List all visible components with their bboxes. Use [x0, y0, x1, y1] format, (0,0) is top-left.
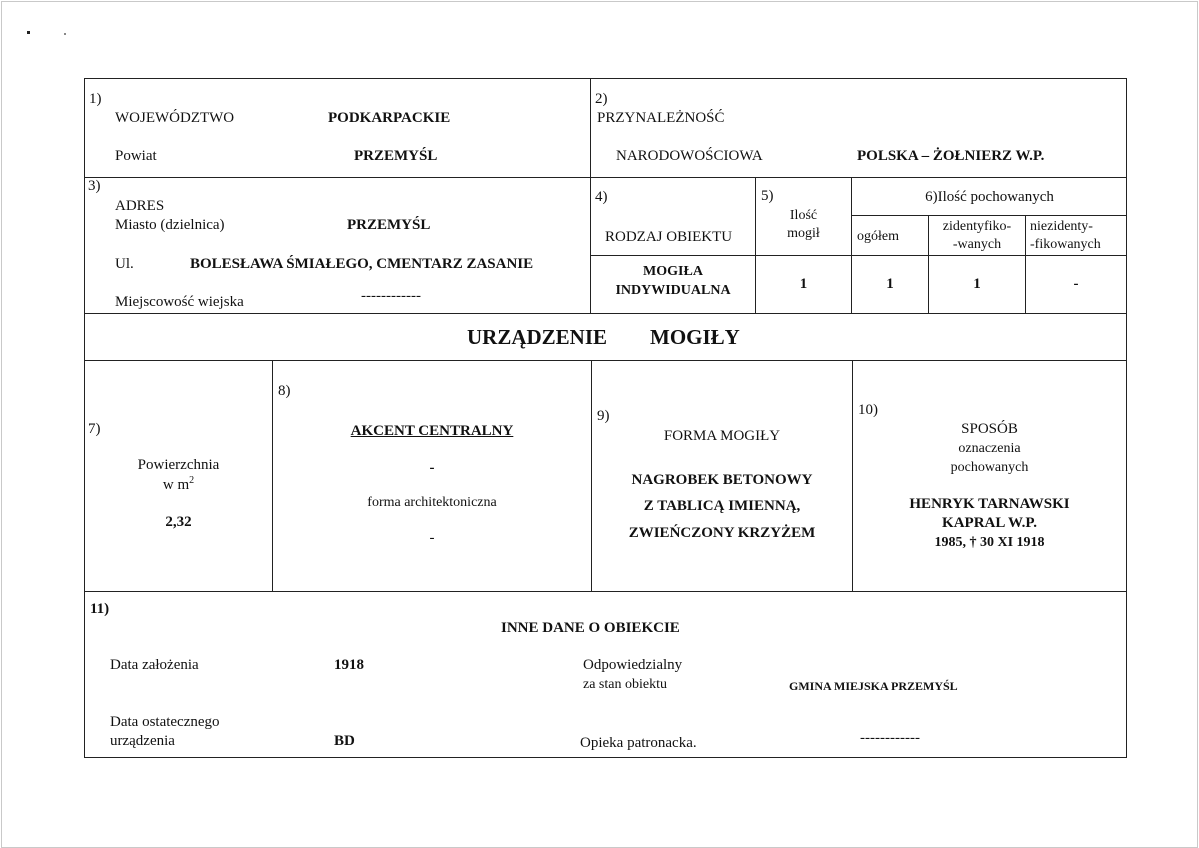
section-title-urzadzenie: URZĄDZENIE	[467, 325, 608, 349]
ul-label: Ul.	[115, 256, 134, 272]
forma-mogily-label: FORMA MOGIŁY	[663, 428, 781, 444]
forma-architektoniczna-value: -	[429, 530, 435, 546]
ilosc-mogil-label-1: Ilość	[789, 208, 818, 223]
data-zalozenia-label: Data założenia	[110, 657, 199, 673]
akcent-centralny-label: AKCENT CENTRALNY	[350, 423, 514, 439]
opieka-patronacka-value: ------------	[860, 730, 920, 746]
field-2-number: 2)	[595, 91, 608, 107]
zidentyfikowanych-value: 1	[973, 276, 981, 292]
sposob-label-1: SPOSÓB	[961, 421, 1018, 437]
odpowiedzialny-value: GMINA MIEJSKA PRZEMYŚL	[789, 679, 958, 693]
powierzchnia-label-2: w $m^2$	[162, 475, 195, 493]
section-title-mogily: MOGIŁY	[650, 325, 740, 349]
sposob-value-3: 1985, † 30 XI 1918	[934, 535, 1045, 550]
scan-mark	[64, 33, 66, 35]
field-9-number: 9)	[597, 408, 610, 424]
adres-label: ADRES	[115, 198, 165, 214]
sposob-label-3: pochowanych	[950, 460, 1029, 475]
miasto-label: Miasto (dzielnica)	[115, 217, 225, 233]
ilosc-mogil-label-2: mogił	[787, 226, 820, 241]
data-ostatecznego-label-2: urządzenia	[110, 733, 175, 749]
opieka-patronacka-label: Opieka patronacka.	[580, 735, 697, 751]
forma-architektoniczna-label: forma architektoniczna	[367, 495, 497, 510]
miejscowosc-label: Miejscowość wiejska	[115, 294, 244, 310]
data-zalozenia-value: 1918	[334, 657, 364, 673]
field-10-number: 10)	[858, 402, 878, 418]
field-7-number: 7)	[88, 421, 101, 437]
miejscowosc-value: ------------	[361, 288, 421, 304]
zidentyfikowanych-label-2: -wanych	[952, 237, 1002, 252]
forma-mogily-value-2: Z TABLICĄ IMIENNĄ,	[643, 498, 801, 514]
forma-mogily-value-1: NAGROBEK BETONOWY	[631, 472, 813, 488]
rodzaj-value-2: INDYWIDUALNA	[615, 283, 731, 298]
niezidentyfikowanych-label-1: niezidenty-	[1030, 219, 1093, 234]
field-8-number: 8)	[278, 383, 291, 399]
przynaleznosc-label-1: PRZYNALEŻNOŚĆ	[597, 110, 725, 126]
rodzaj-label: RODZAJ OBIEKTU	[605, 229, 733, 245]
data-ostatecznego-label-1: Data ostatecznego	[110, 714, 220, 730]
ilosc-mogil-value: 1	[799, 276, 808, 292]
ilosc-pochowanych-label: 6)Ilość pochowanych	[925, 189, 1054, 205]
rodzaj-value-1: MOGIŁA	[643, 264, 703, 279]
field-4-number: 4)	[595, 189, 608, 205]
data-ostatecznego-value: BD	[334, 733, 355, 749]
forma-mogily-value-3: ZWIEŃCZONY KRZYŻEM	[628, 525, 816, 541]
wojewodztwo-value: PODKARPACKIE	[328, 110, 451, 126]
inne-dane-title: INNE DANE O OBIEKCIE	[501, 620, 680, 636]
powierzchnia-value: 2,32	[165, 514, 192, 530]
niezidentyfikowanych-label-2: -fikowanych	[1030, 237, 1101, 252]
akcent-centralny-value: -	[429, 460, 435, 476]
odpowiedzialny-label-2: za stan obiektu	[583, 677, 667, 692]
field-1-number: 1)	[89, 91, 102, 107]
niezidentyfikowanych-value: -	[1073, 276, 1079, 292]
sposob-value-2: KAPRAL W.P.	[942, 515, 1037, 531]
ul-value: BOLESŁAWA ŚMIAŁEGO, CMENTARZ ZASANIE	[190, 256, 534, 272]
field-11-number: 11)	[90, 601, 110, 617]
miasto-value: PRZEMYŚL	[347, 217, 431, 233]
odpowiedzialny-label-1: Odpowiedzialny	[583, 657, 683, 673]
sposob-value-1: HENRYK TARNAWSKI	[909, 496, 1070, 512]
powiat-label: Powiat	[115, 148, 157, 164]
przynaleznosc-value: POLSKA – ŻOŁNIERZ W.P.	[857, 148, 1045, 164]
wojewodztwo-label: WOJEWÓDZTWO	[115, 110, 235, 126]
ogolem-value: 1	[886, 276, 894, 292]
zidentyfikowanych-label-1: zidentyfiko-	[942, 219, 1012, 234]
sposob-label-2: oznaczenia	[958, 441, 1021, 456]
field-3-number: 3)	[88, 178, 101, 194]
powiat-value: PRZEMYŚL	[354, 148, 438, 164]
przynaleznosc-label-2: NARODOWOŚCIOWA	[616, 148, 763, 164]
field-5-number: 5)	[761, 188, 774, 204]
powierzchnia-label-1: Powierzchnia	[137, 457, 220, 473]
scan-mark	[27, 31, 30, 34]
ogolem-label: ogółem	[857, 229, 899, 244]
